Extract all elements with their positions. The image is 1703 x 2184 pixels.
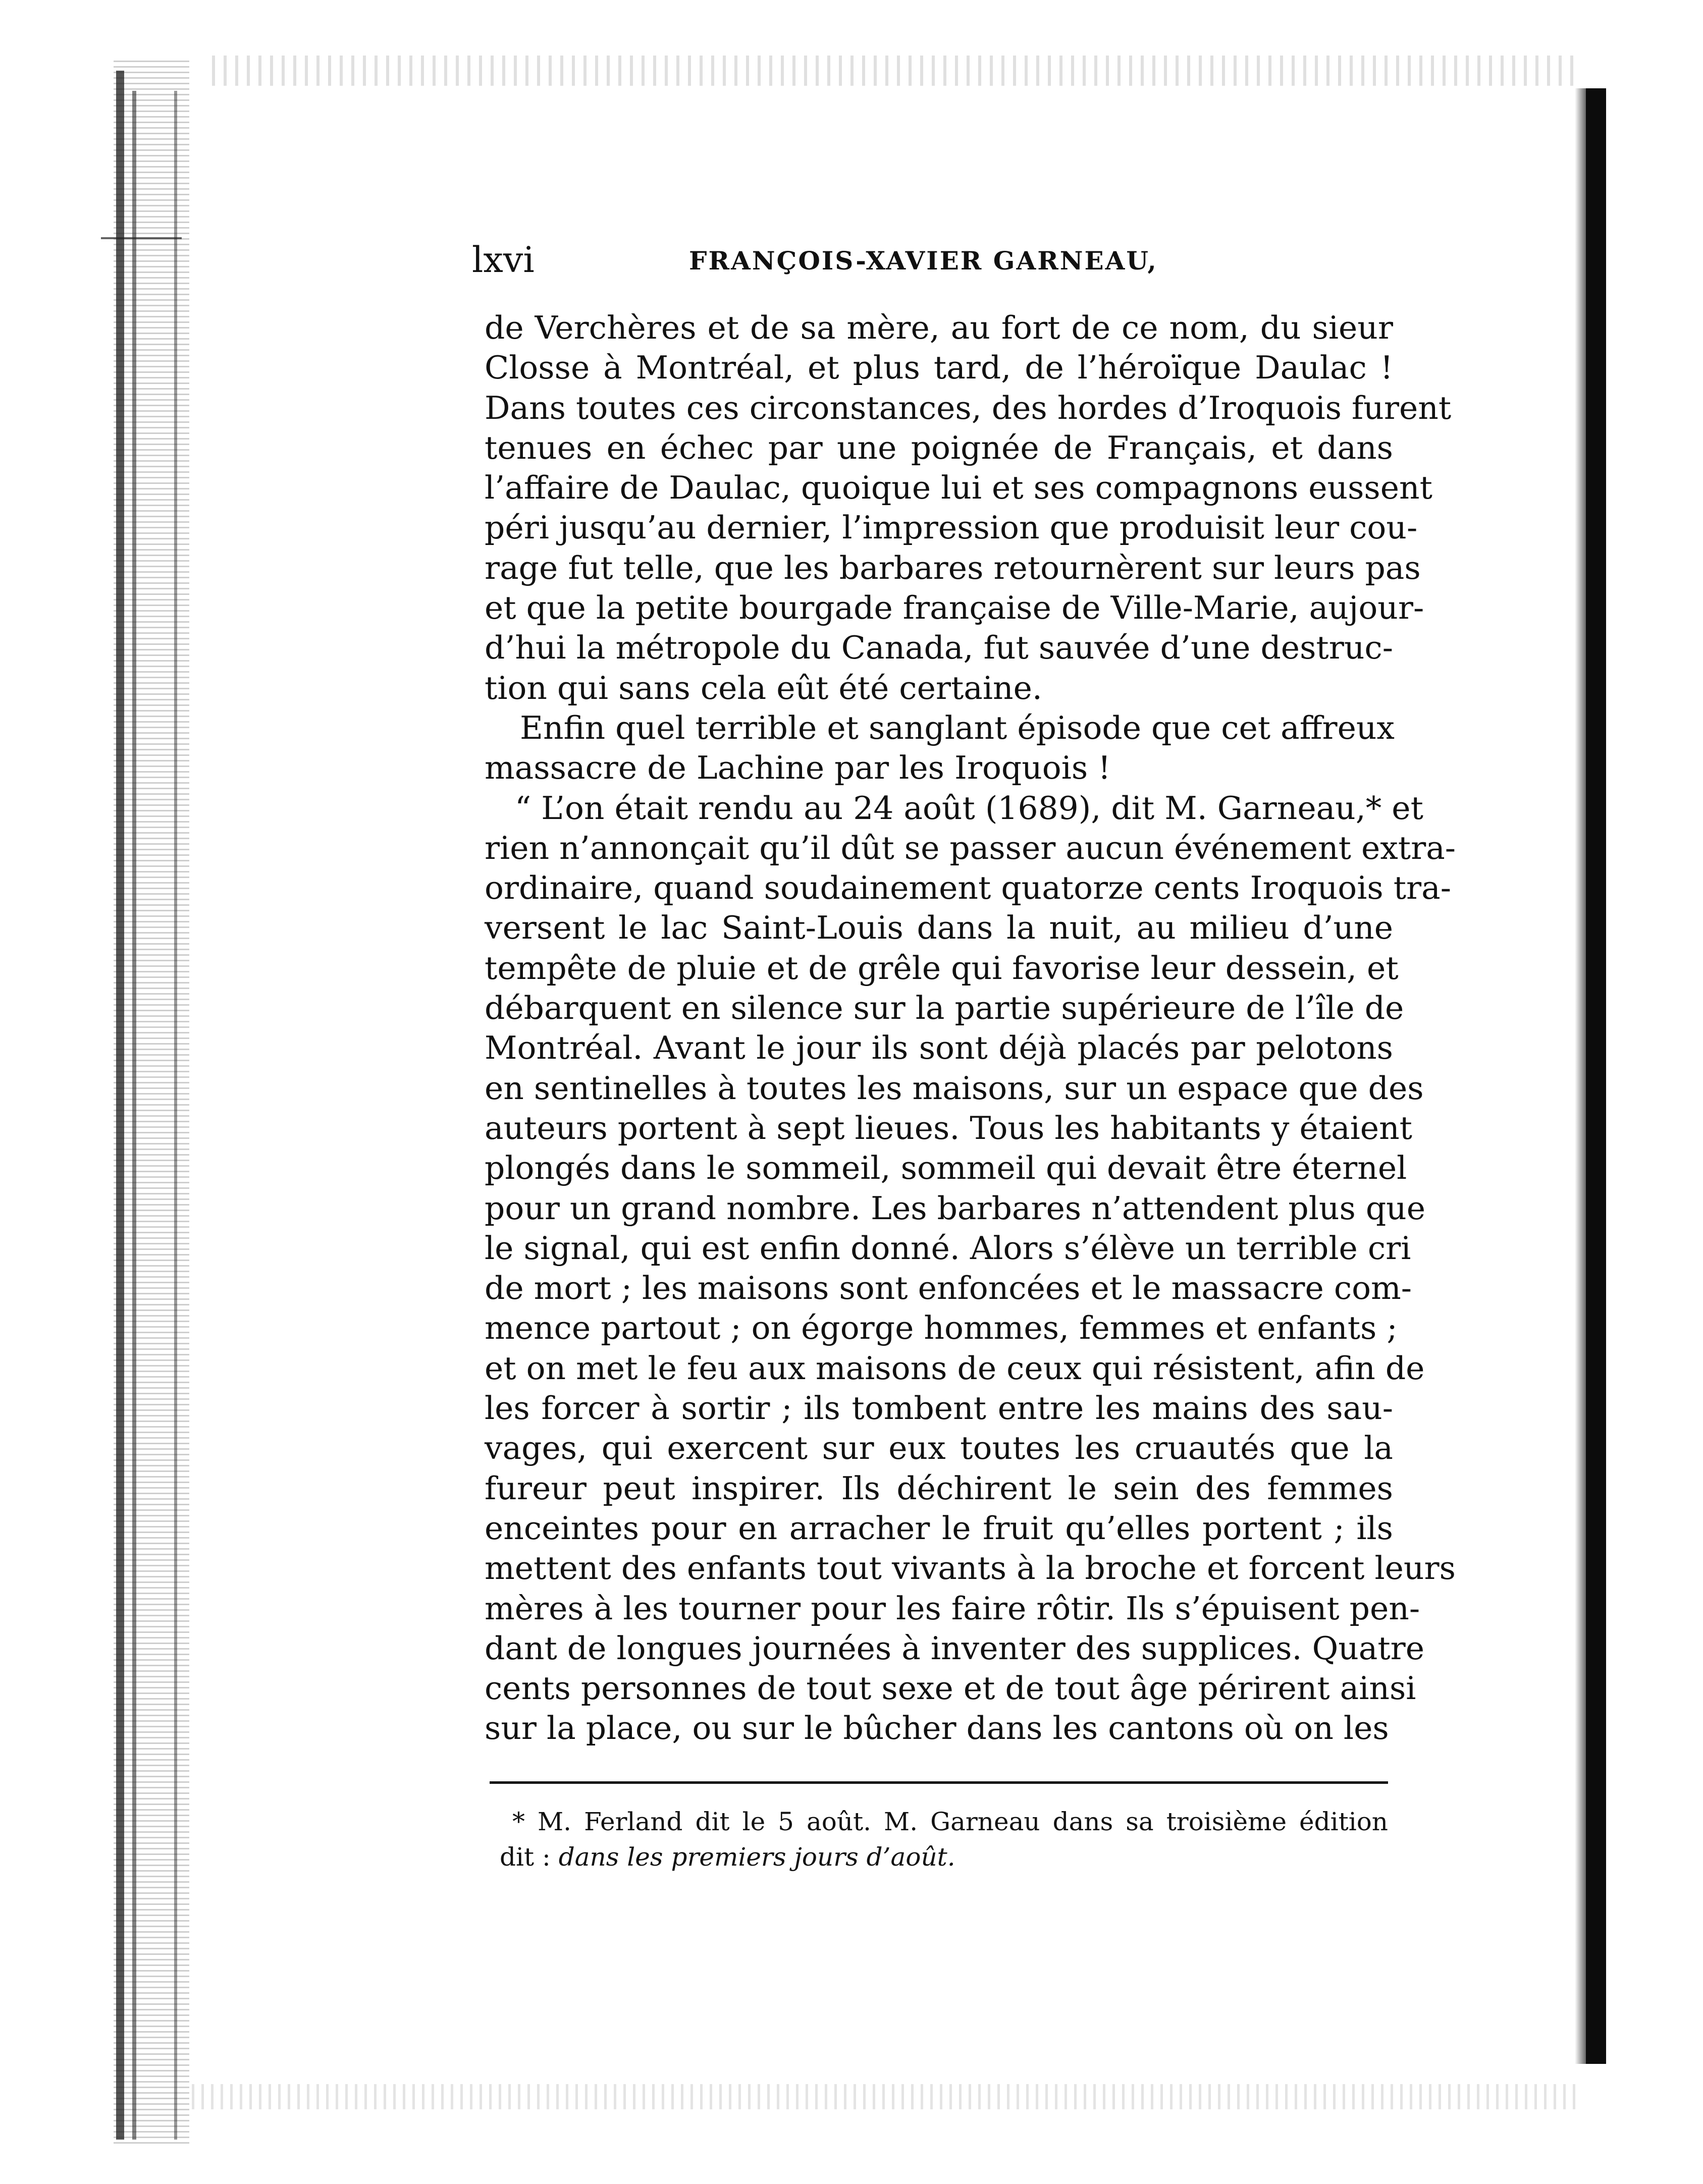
- text-line: auteurs portent à sept lieues. Tous les habitants y étaient: [485, 1109, 1412, 1146]
- text-line: plongés dans le sommeil, sommeil qui devait être éternel: [485, 1150, 1407, 1187]
- text-line: dant de longues journées à inventer des supplices. Quatre: [485, 1629, 1425, 1667]
- text-line: et on met le feu aux maisons de ceux qui résistent, afin de: [485, 1349, 1425, 1387]
- body-text: [485, 308, 1456, 1749]
- text-line: versent le lac Saint-Louis dans la nuit, au milieu d’une: [485, 909, 1393, 947]
- text-line: d’hui la métropole du Canada, fut sauvée d’une destruc-: [485, 629, 1393, 667]
- text-line: ordinaire, quand soudainement quatorze cents Iroquois tra-: [485, 869, 1452, 907]
- text-line: en sentinelles à toutes les maisons, sur un espace que des: [485, 1069, 1424, 1107]
- scan-bottom-noise: [192, 2084, 1580, 2109]
- page-number: lxvi: [472, 239, 535, 281]
- page-header: [472, 237, 1396, 283]
- scan-binding-edge-line: [174, 91, 177, 2140]
- running-title: FRANÇOIS-XAVIER GARNEAU,: [689, 246, 1158, 276]
- footnote-divider: [490, 1781, 1388, 1784]
- text-line: Montréal. Avant le jour ils sont déjà placés par pelotons: [485, 1029, 1393, 1067]
- text-line: les forcer à sortir ; ils tombent entre les mains des sau-: [485, 1390, 1393, 1427]
- text-line: tempête de pluie et de grêle qui favorise leur dessein, et: [485, 949, 1399, 987]
- text-line: “ L’on était rendu au 24 août (1689), dit M. Garneau,* et: [515, 789, 1423, 827]
- text-line: vages, qui exercent sur eux toutes les cruautés que la: [485, 1430, 1393, 1467]
- scan-right-edge: [1586, 88, 1606, 2064]
- text-line: mence partout ; on égorge hommes, femmes et enfants ;: [485, 1309, 1398, 1347]
- scan-top-noise: [212, 56, 1575, 86]
- footnote-prefix: dit :: [500, 1842, 559, 1872]
- text-line: de Verchères et de sa mère, au fort de ce nom, du sieur: [485, 309, 1393, 346]
- text-line: mettent des enfants tout vivants à la broche et forcent leurs: [485, 1550, 1456, 1587]
- text-line: débarquent en silence sur la partie supérieure de l’île de: [485, 990, 1404, 1027]
- scan-binding-shadow: [114, 61, 189, 2145]
- text-line: Enfin quel terrible et sanglant épisode que cet affreux: [520, 709, 1395, 746]
- text-line: cents personnes de tout sexe et de tout âge périrent ainsi: [485, 1670, 1416, 1707]
- scan-margin-mark: [101, 237, 182, 239]
- text-line: le signal, qui est enfin donné. Alors s’élève un terrible cri: [485, 1229, 1411, 1267]
- text-line: péri jusqu’au dernier, l’impression que produisit leur cou-: [485, 509, 1418, 547]
- text-line: de mort ; les maisons sont enfoncées et le massacre com-: [485, 1270, 1412, 1307]
- text-line: enceintes pour en arracher le fruit qu’elles portent ; ils: [485, 1509, 1393, 1547]
- scan-binding-edge: [116, 71, 124, 2140]
- footnote-italic-text: dans les premiers jours d’août.: [558, 1842, 955, 1872]
- text-line: massacre de Lachine par les Iroquois !: [485, 749, 1111, 787]
- scan-right-edge-shadow: [1575, 88, 1586, 2064]
- footnote: [500, 1804, 1388, 1875]
- text-line: pour un grand nombre. Les barbares n’attendent plus que: [485, 1189, 1426, 1227]
- text-line: l’affaire de Daulac, quoique lui et ses compagnons eussent: [485, 469, 1432, 507]
- text-line: tion qui sans cela eût été certaine.: [485, 669, 1042, 706]
- text-line: fureur peut inspirer. Ils déchirent le sein des femmes: [485, 1469, 1393, 1507]
- footnote-line: * M. Ferland dit le 5 août. M. Garneau dans sa troisième édition: [512, 1807, 1388, 1836]
- scan-binding-edge-inner: [132, 91, 136, 2140]
- text-line: et que la petite bourgade française de Ville-Marie, aujour-: [485, 589, 1424, 627]
- text-line: tenues en échec par une poignée de Français, et dans: [485, 429, 1393, 466]
- footnote-line: [500, 1839, 1388, 1875]
- text-line: mères à les tourner pour les faire rôtir. Ils s’épuisent pen-: [485, 1590, 1420, 1627]
- text-line: Dans toutes ces circonstances, des hordes d’Iroquois furent: [485, 389, 1452, 426]
- text-line: rage fut telle, que les barbares retournèrent sur leurs pas: [485, 549, 1421, 586]
- text-line: sur la place, ou sur le bûcher dans les cantons où on les: [485, 1710, 1389, 1747]
- text-line: Closse à Montréal, et plus tard, de l’héroïque Daulac !: [485, 349, 1393, 387]
- text-line: rien n’annonçait qu’il dût se passer aucun événement extra-: [485, 829, 1456, 866]
